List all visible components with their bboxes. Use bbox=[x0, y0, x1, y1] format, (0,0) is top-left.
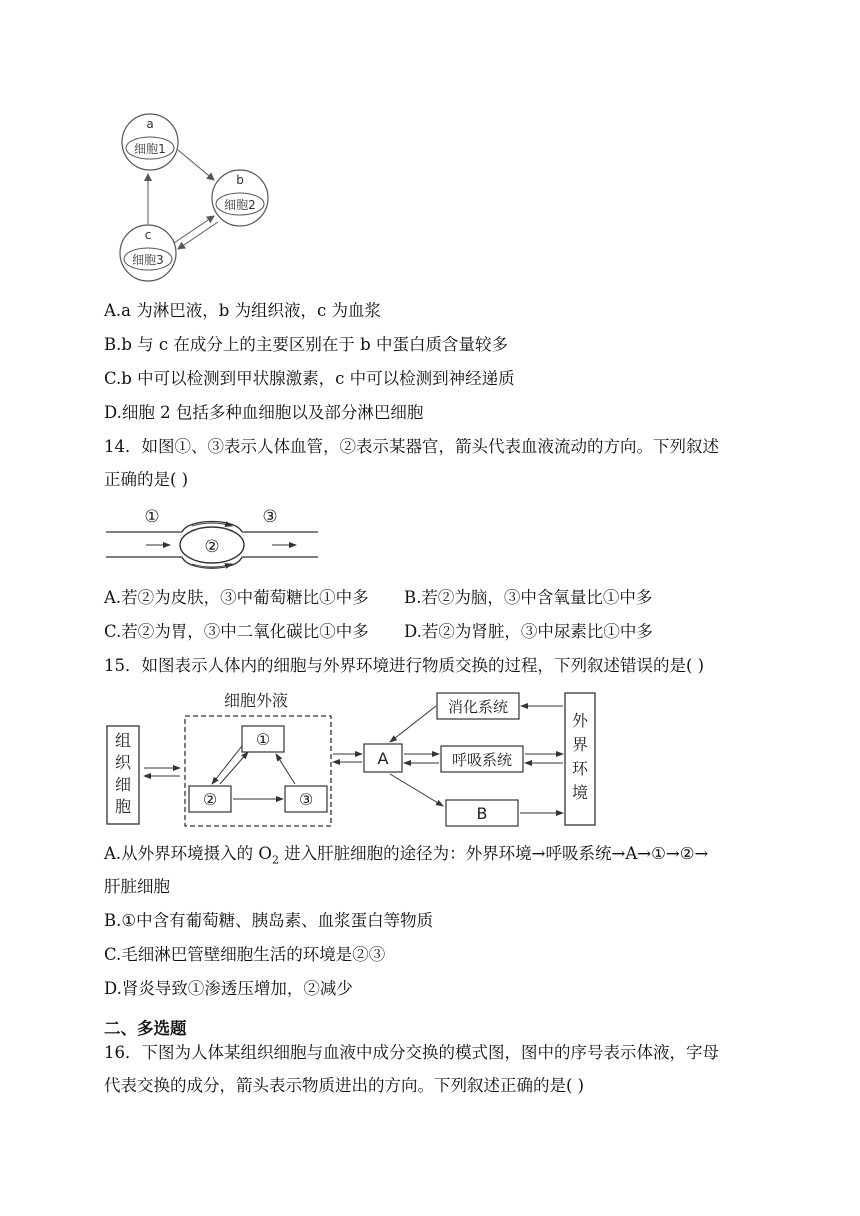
svg-text:胞: 胞 bbox=[114, 797, 132, 816]
svg-text:外: 外 bbox=[571, 711, 589, 730]
q14-stem-line2: 正确的是( ) bbox=[104, 470, 189, 489]
q15-figure bbox=[100, 686, 610, 836]
organ-2-label: ② bbox=[204, 537, 220, 557]
node-2-label: ② bbox=[202, 790, 218, 809]
q15-option-b: B.①中含有葡萄糖、胰岛素、血浆蛋白等物质 bbox=[104, 911, 434, 930]
svg-text:细: 细 bbox=[114, 775, 132, 794]
respiratory-system-label: 呼吸系统 bbox=[451, 751, 513, 769]
q13-option-d: D.细胞 2 包括多种血细胞以及部分淋巴细胞 bbox=[104, 403, 424, 422]
node-1-label: ① bbox=[255, 730, 271, 749]
section-title: 二、多选题 bbox=[104, 1019, 187, 1038]
box-A-label: A bbox=[377, 749, 389, 768]
vessel-1-label: ① bbox=[144, 507, 160, 527]
svg-text:境: 境 bbox=[571, 783, 589, 802]
q15-option-a-line1: A.从外界环境摄入的 $O_2$ 进入肝脏细胞的途径为：外界环境→呼吸系统→A→①→②→ bbox=[104, 844, 709, 867]
arrow-c-to-b bbox=[174, 216, 214, 243]
arrow-a-to-b bbox=[178, 150, 214, 180]
q13-figure bbox=[110, 108, 280, 288]
q15-option-d: D.肾炎导致①渗透压增加，②减少 bbox=[104, 979, 353, 998]
q15-option-c: C.毛细淋巴管壁细胞生活的环境是②③ bbox=[104, 945, 386, 964]
svg-text:环: 环 bbox=[571, 759, 589, 778]
q13-option-c: C.b 中可以检测到甲状腺激素，c 中可以检测到神经递质 bbox=[104, 369, 515, 388]
q14-figure bbox=[104, 502, 324, 582]
q16-stem-line1: 16．下图为人体某组织细胞与血液中成分交换的模式图，图中的序号表示体液，字母 bbox=[104, 1043, 719, 1062]
node-3-label: ③ bbox=[298, 790, 314, 809]
q14-option-a: A.若②为皮肤，③中葡萄糖比①中多 bbox=[104, 588, 369, 607]
svg-text:织: 织 bbox=[114, 753, 132, 772]
q15-option-a-line2: 肝脏细胞 bbox=[104, 877, 170, 896]
svg-text:组: 组 bbox=[114, 731, 132, 750]
fluid-a-label: a bbox=[146, 117, 154, 131]
q16-stem-line2: 代表交换的成分，箭头表示物质进出的方向。下列叙述正确的是( ) bbox=[104, 1076, 585, 1095]
cell-3-label: 细胞3 bbox=[132, 253, 164, 267]
arrow-b-to-c bbox=[178, 222, 218, 249]
svg-text:界: 界 bbox=[571, 735, 589, 754]
q14-option-d: D.若②为肾脏，③中尿素比①中多 bbox=[404, 622, 653, 641]
cell-2-label: 细胞2 bbox=[224, 198, 256, 212]
q14-option-c: C.若②为胃，③中二氧化碳比①中多 bbox=[104, 622, 369, 641]
box-B-label: B bbox=[476, 804, 488, 823]
digestive-system-label: 消化系统 bbox=[447, 698, 509, 716]
cell-1-label: 细胞1 bbox=[134, 142, 166, 156]
q13-option-a: A.a 为淋巴液，b 为组织液，c 为血浆 bbox=[104, 301, 382, 320]
fluid-c-label: c bbox=[144, 228, 152, 242]
q13-option-b: B.b 与 c 在成分上的主要区别在于 b 中蛋白质含量较多 bbox=[104, 335, 508, 354]
ecf-title: 细胞外液 bbox=[223, 691, 289, 710]
vessel-3-label: ③ bbox=[262, 507, 278, 527]
q15-stem: 15．如图表示人体内的细胞与外界环境进行物质交换的过程，下列叙述错误的是( ) bbox=[104, 656, 705, 675]
q14-stem-line1: 14．如图①、③表示人体血管，②表示某器官，箭头代表血液流动的方向。下列叙述 bbox=[104, 437, 719, 456]
q14-option-b: B.若②为脑，③中含氧量比①中多 bbox=[404, 588, 653, 607]
fluid-b-label: b bbox=[236, 173, 244, 187]
